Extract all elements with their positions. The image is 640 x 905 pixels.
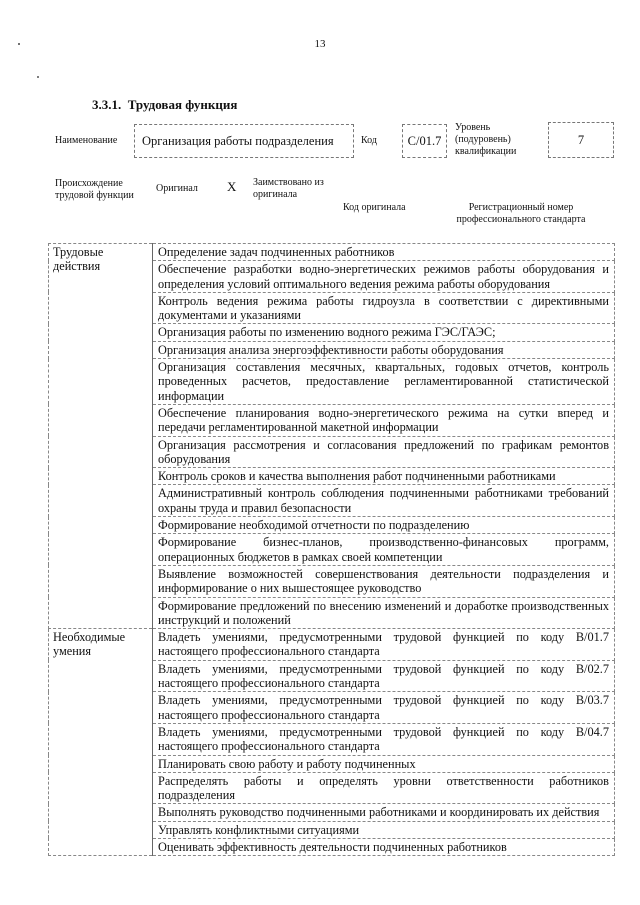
function-name-value: Организация работы подразделения: [142, 133, 334, 148]
code-original-label: Код оригинала: [343, 202, 406, 213]
table-row: [49, 244, 615, 261]
row-item: Формирование бизнес-планов, производственно-финансовых программ, операционных бюджетов в рамках своей компетенции: [153, 534, 615, 566]
level-label-line: (подуровень): [455, 134, 511, 145]
section-title: Трудовая функция: [127, 97, 238, 112]
row-category: Необходимые умения: [49, 629, 153, 856]
section-number: 3.3.1.: [92, 97, 122, 112]
row-item: Обеспечение разработки водно-энергетических режимов работы оборудования и определения условий оптимального ведения режима работы оборудования: [153, 261, 615, 293]
row-item: Обеспечение планирования водно-энергетического режима на сутки вперед и передачи регламентированной макетной информации: [153, 404, 615, 436]
row-item: Организация составления месячных, квартальных, годовых отчетов, контроль проведенных расчетов, предоставление регламентированной статистической информации: [153, 359, 615, 405]
table-row: [49, 629, 615, 661]
scan-speck: [37, 76, 39, 78]
level-label: [455, 122, 516, 158]
code-value: С/01.7: [407, 133, 442, 148]
row-item: Владеть умениями, предусмотренными трудовой функцией по коду В/02.7 настоящего профессионального стандарта: [153, 660, 615, 692]
page-number: 13: [314, 38, 326, 50]
labor-function-table: [48, 243, 615, 856]
level-label-line: Уровень: [455, 122, 491, 133]
row-item: Формирование предложений по внесению изменений и доработке производственных инструкций и положений: [153, 597, 615, 629]
section-heading: [92, 97, 237, 113]
row-item: Управлять конфликтными ситуациями: [153, 821, 615, 838]
row-item: Планировать свою работу и работу подчиненных: [153, 755, 615, 772]
origin-label: [55, 178, 134, 202]
level-label-line: квалификации: [455, 146, 517, 157]
reg-number-label-line: профессионального стандарта: [456, 214, 586, 225]
reg-number-label-line: Регистрационный номер: [468, 202, 574, 213]
row-item: Формирование необходимой отчетности по подразделению: [153, 517, 615, 534]
row-item: Организация анализа энергоэффективности работы оборудования: [153, 341, 615, 358]
origin-label-line: Происхождение: [55, 178, 123, 189]
borrowed-label: [253, 177, 324, 201]
function-name-field: [134, 124, 354, 158]
row-category: Трудовые действия: [49, 244, 153, 629]
row-item: Владеть умениями, предусмотренными трудовой функцией по коду В/04.7 настоящего профессионального стандарта: [153, 723, 615, 755]
row-item: Выявление возможностей совершенствования деятельности подразделения и информирование о них вышестоящее руководство: [153, 565, 615, 597]
row-item: Контроль сроков и качества выполнения работ подчиненными работниками: [153, 468, 615, 485]
row-item: Распределять работы и определять уровни ответственности работников подразделения: [153, 772, 615, 804]
row-item: Контроль ведения режима работы гидроузла в соответствии с директивными документами и указаниями: [153, 292, 615, 324]
code-field: [402, 124, 447, 158]
row-item: Административный контроль соблюдения подчиненными работниками требований охраны труда и правил безопасности: [153, 485, 615, 517]
borrowed-label-line: Заимствовано из: [253, 177, 324, 188]
row-item: Выполнять руководство подчиненными работниками и координировать их действия: [153, 804, 615, 821]
row-item: Определение задач подчиненных работников: [153, 244, 615, 261]
borrowed-label-line: оригинала: [253, 189, 298, 200]
level-value: 7: [577, 132, 585, 147]
original-label: Оригинал: [156, 183, 198, 194]
row-item: Оценивать эффективность деятельности подчиненных работников: [153, 838, 615, 855]
name-label: Наименование: [55, 135, 118, 146]
origin-label-line: трудовой функции: [55, 190, 134, 201]
reg-number-label: [446, 202, 596, 226]
row-item: Организация работы по изменению водного режима ГЭС/ГАЭС;: [153, 324, 615, 341]
level-field: [548, 122, 614, 158]
row-item: Владеть умениями, предусмотренными трудовой функцией по коду В/03.7 настоящего профессионального стандарта: [153, 692, 615, 724]
row-item: Организация рассмотрения и согласования предложений по графикам ремонтов оборудования: [153, 436, 615, 468]
original-mark: X: [227, 179, 237, 194]
row-item: Владеть умениями, предусмотренными трудовой функцией по коду В/01.7 настоящего профессионального стандарта: [153, 629, 615, 661]
code-label: Код: [361, 135, 377, 146]
